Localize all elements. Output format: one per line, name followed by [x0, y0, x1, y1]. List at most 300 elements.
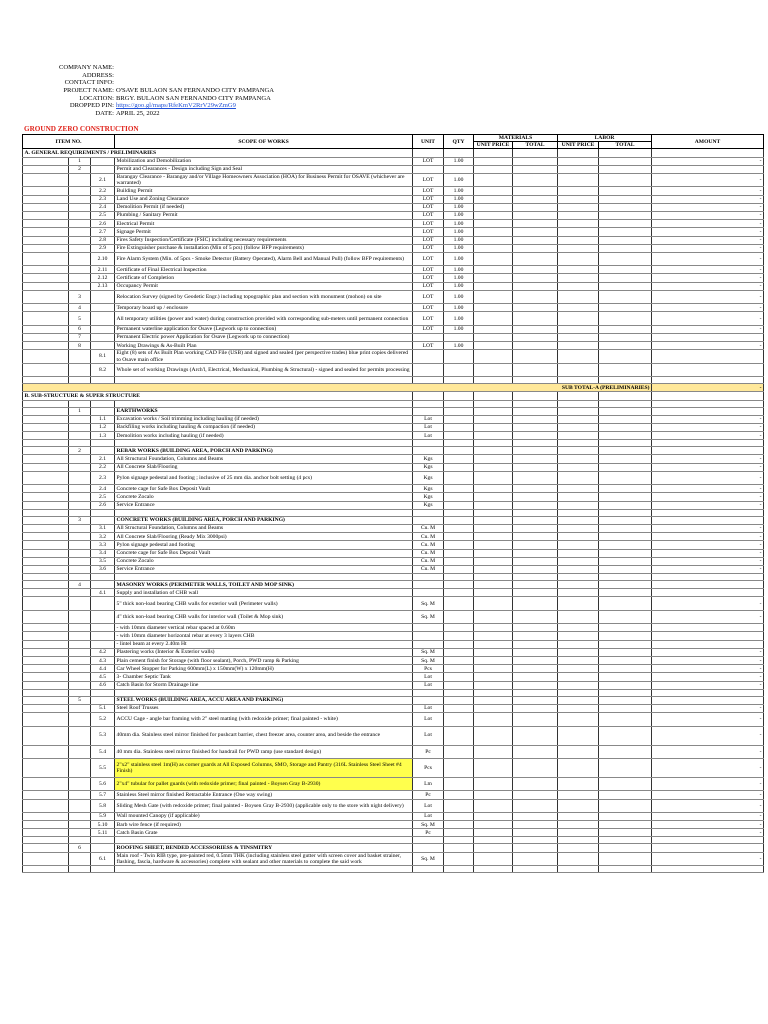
- mat-total: [513, 696, 558, 704]
- sub-item-number: 2.5: [91, 493, 115, 501]
- lab-unit-price: [558, 799, 599, 812]
- scope-of-work: Temporary board up / enclosure: [115, 304, 413, 312]
- lab-total: [599, 597, 652, 610]
- mat-unit-price: [474, 791, 513, 799]
- empty-cell: [652, 866, 764, 873]
- table-row: [23, 597, 764, 610]
- empty-cell: [599, 440, 652, 447]
- amount: [652, 165, 764, 173]
- qty: [444, 821, 474, 829]
- mat-unit-price: [474, 524, 513, 532]
- qty: [444, 632, 474, 640]
- scope-of-work: Eight (8) sets of As Built Plan working CAD File (USB) and signed and sealed (per perspective trades) blue print copies delivered to Osave main office: [115, 350, 413, 363]
- empty-cell: [558, 392, 599, 400]
- scope-of-work: - with 10mm diameter horizontal rebar at every 3 layers CHB: [115, 632, 413, 640]
- item-col-a: [23, 493, 69, 501]
- amount: [652, 581, 764, 589]
- amount: -: [652, 325, 764, 333]
- qty: [444, 610, 474, 623]
- table-row: [23, 745, 764, 758]
- empty-cell: [513, 149, 558, 157]
- empty-cell: [23, 400, 69, 407]
- table-row: [23, 304, 764, 312]
- qty: 1.00: [444, 211, 474, 219]
- empty-cell: [558, 689, 599, 696]
- sub-item-number: 2.6: [91, 220, 115, 228]
- empty-cell: [444, 392, 474, 400]
- item-number: [69, 423, 91, 431]
- lab-total: [599, 211, 652, 219]
- table-row: [23, 165, 764, 173]
- empty-cell: [474, 574, 513, 581]
- item-col-a: [23, 423, 69, 431]
- mat-total: [513, 812, 558, 820]
- mat-total: [513, 282, 558, 290]
- amount: -: [652, 290, 764, 303]
- item-col-a: [23, 549, 69, 557]
- mat-unit-price: [474, 252, 513, 265]
- company-title: GROUND ZERO CONSTRUCTION: [24, 125, 139, 133]
- unit: Lot: [413, 423, 444, 431]
- item-number: [69, 665, 91, 673]
- empty-cell: [444, 440, 474, 447]
- col-scope: SCOPE OF WORKS: [115, 135, 413, 149]
- lab-unit-price: [558, 581, 599, 589]
- sub-item-number: 2.12: [91, 274, 115, 282]
- mat-unit-price: [474, 471, 513, 484]
- sub-item-number: 5.1: [91, 704, 115, 712]
- mat-total: [513, 236, 558, 244]
- qty: [444, 501, 474, 509]
- lab-total: [599, 549, 652, 557]
- unit: Cu. M: [413, 557, 444, 565]
- item-number: 2: [69, 165, 91, 173]
- empty-cell: [558, 400, 599, 407]
- mat-total: [513, 432, 558, 440]
- mat-total: [513, 471, 558, 484]
- empty-cell: [558, 509, 599, 516]
- item-number: [69, 829, 91, 837]
- scope-of-work: Concrete cage for Safe Box Deposit Vault: [115, 485, 413, 493]
- item-number: [69, 726, 91, 745]
- amount: -: [652, 282, 764, 290]
- lab-unit-price: [558, 282, 599, 290]
- scope-of-work: 3- Chamber Septic Tank: [115, 673, 413, 681]
- lab-unit-price: [558, 157, 599, 165]
- mat-total: [513, 187, 558, 195]
- table-row: [23, 852, 764, 865]
- col-qty: QTY: [444, 135, 474, 149]
- amount: -: [652, 471, 764, 484]
- amount: -: [652, 549, 764, 557]
- sub-item-number: 3.4: [91, 549, 115, 557]
- empty-cell: [474, 509, 513, 516]
- scope-of-work: Service Entrance: [115, 565, 413, 573]
- table-row: [23, 777, 764, 790]
- item-number: [69, 463, 91, 471]
- item-number: 3: [69, 290, 91, 303]
- unit: Lot: [413, 713, 444, 726]
- mat-unit-price: [474, 211, 513, 219]
- mat-total: [513, 312, 558, 325]
- mat-unit-price: [474, 704, 513, 712]
- item-number: [69, 493, 91, 501]
- sub-item-number: 5.2: [91, 713, 115, 726]
- item-col-a: [23, 195, 69, 203]
- lab-total: [599, 657, 652, 665]
- lab-unit-price: [558, 415, 599, 423]
- lab-total: [599, 777, 652, 790]
- amount: -: [652, 157, 764, 165]
- table-row: [23, 758, 764, 777]
- mat-unit-price: [474, 657, 513, 665]
- item-col-a: [23, 524, 69, 532]
- amount: -: [652, 203, 764, 211]
- lab-total: [599, 342, 652, 350]
- item-col-a: [23, 640, 69, 648]
- table-row: [23, 447, 764, 455]
- empty-cell: [444, 837, 474, 844]
- qty: [444, 165, 474, 173]
- lab-total: [599, 812, 652, 820]
- sub-item-number: [91, 165, 115, 173]
- mat-total: [513, 203, 558, 211]
- table-row: [23, 282, 764, 290]
- qty: [444, 597, 474, 610]
- sub-item-number: 2.6: [91, 501, 115, 509]
- item-number: 5: [69, 312, 91, 325]
- item-col-a: [23, 211, 69, 219]
- lab-unit-price: [558, 852, 599, 865]
- item-number: [69, 713, 91, 726]
- lab-unit-price: [558, 304, 599, 312]
- mat-unit-price: [474, 829, 513, 837]
- qty: 1.00: [444, 312, 474, 325]
- empty-cell: [444, 689, 474, 696]
- scope-of-work: Pylon signage pedestal and footing: [115, 541, 413, 549]
- qty: [444, 640, 474, 648]
- item-col-a: [23, 187, 69, 195]
- lab-total: [599, 325, 652, 333]
- lab-total: [599, 829, 652, 837]
- lab-total: [599, 173, 652, 186]
- qty: 1.00: [444, 187, 474, 195]
- qty: 1.00: [444, 252, 474, 265]
- mat-unit-price: [474, 493, 513, 501]
- qty: [444, 581, 474, 589]
- unit: LOT: [413, 203, 444, 211]
- empty-cell: [69, 400, 91, 407]
- mat-unit-price: [474, 203, 513, 211]
- scope-of-work: Building Permit: [115, 187, 413, 195]
- amount: -: [652, 648, 764, 656]
- item-col-a: [23, 541, 69, 549]
- table-row: [23, 516, 764, 524]
- mat-unit-price: [474, 274, 513, 282]
- item-number: [69, 681, 91, 689]
- item-number: [69, 173, 91, 186]
- empty-cell: [444, 866, 474, 873]
- lab-total: [599, 681, 652, 689]
- empty-cell: [513, 392, 558, 400]
- empty-cell: [474, 149, 513, 157]
- date-label: DATE:: [95, 110, 114, 118]
- amount: -: [652, 704, 764, 712]
- mat-total: [513, 333, 558, 341]
- mat-total: [513, 624, 558, 632]
- item-col-a: [23, 799, 69, 812]
- unit: LOT: [413, 157, 444, 165]
- col-mat-unit-price: UNIT PRICE: [474, 142, 513, 149]
- sub-item-number: 2.4: [91, 203, 115, 211]
- scope-of-work: Pylon signage pedestal and footing ; inclusive of 25 mm dia. anchor bolt setting (4 pcs): [115, 471, 413, 484]
- lab-total: [599, 350, 652, 363]
- scope-of-work: 2"x4" tubular for pallet guards (with redoxide primer; final painted - Boysen Gray B-2930): [115, 777, 413, 790]
- lab-unit-price: [558, 333, 599, 341]
- item-col-a: [23, 791, 69, 799]
- qty: [444, 726, 474, 745]
- item-col-a: [23, 333, 69, 341]
- amount: -: [652, 252, 764, 265]
- mat-unit-price: [474, 812, 513, 820]
- table-row: [23, 485, 764, 493]
- table-row: [23, 423, 764, 431]
- qty: [444, 533, 474, 541]
- empty-cell: [91, 574, 115, 581]
- empty-cell: [599, 689, 652, 696]
- section-title: A. GENERAL REQUIREMENTS / PRELIMINARIES: [23, 149, 413, 157]
- qty: [444, 350, 474, 363]
- scope-of-work: All Concrete Slab/Flooring (Ready Mix 3000psi): [115, 533, 413, 541]
- mat-unit-price: [474, 244, 513, 252]
- empty-cell: [115, 837, 413, 844]
- qty: [444, 745, 474, 758]
- unit: Pcs: [413, 665, 444, 673]
- qty: [444, 665, 474, 673]
- item-number: [69, 363, 91, 376]
- scope-of-work: Barb wire fence (if required): [115, 821, 413, 829]
- empty-cell: [558, 866, 599, 873]
- unit: Lot: [413, 673, 444, 681]
- mat-total: [513, 342, 558, 350]
- mat-total: [513, 363, 558, 376]
- lab-total: [599, 565, 652, 573]
- item-col-a: [23, 565, 69, 573]
- mat-unit-price: [474, 187, 513, 195]
- unit: [413, 844, 444, 852]
- item-col-a: [23, 821, 69, 829]
- sub-item-number: [91, 312, 115, 325]
- empty-cell: [69, 837, 91, 844]
- item-col-a: [23, 777, 69, 790]
- mat-total: [513, 485, 558, 493]
- mat-unit-price: [474, 821, 513, 829]
- item-col-a: [23, 325, 69, 333]
- scope-of-work: Demolition works including hauling (if needed): [115, 432, 413, 440]
- qty: [444, 829, 474, 837]
- mat-total: [513, 220, 558, 228]
- item-number: [69, 799, 91, 812]
- pin-label: DROPPED PIN:: [69, 102, 114, 110]
- empty-cell: [474, 392, 513, 400]
- amount: -: [652, 501, 764, 509]
- lab-total: [599, 333, 652, 341]
- unit: LOT: [413, 282, 444, 290]
- lab-unit-price: [558, 524, 599, 532]
- amount: -: [652, 665, 764, 673]
- item-col-a: [23, 312, 69, 325]
- scope-of-work: Concrete cage for Safe Box Deposit Vault: [115, 549, 413, 557]
- lab-unit-price: [558, 485, 599, 493]
- lab-unit-price: [558, 673, 599, 681]
- table-row: [23, 610, 764, 623]
- mat-total: [513, 463, 558, 471]
- mat-total: [513, 516, 558, 524]
- mat-total: [513, 673, 558, 681]
- item-col-a: [23, 745, 69, 758]
- unit: Sq. M: [413, 648, 444, 656]
- sub-item-number: 5.5: [91, 758, 115, 777]
- mat-total: [513, 610, 558, 623]
- table-row: [23, 681, 764, 689]
- amount: -: [652, 557, 764, 565]
- item-col-a: [23, 829, 69, 837]
- empty-cell: [513, 377, 558, 384]
- mat-total: [513, 252, 558, 265]
- item-number: [69, 589, 91, 597]
- item-col-a: [23, 304, 69, 312]
- empty-cell: [23, 440, 69, 447]
- item-number: [69, 557, 91, 565]
- mat-total: [513, 657, 558, 665]
- scope-of-work: Backfiling works including hauling & compaction (if needed): [115, 423, 413, 431]
- qty: 1.00: [444, 195, 474, 203]
- sub-item-number: 2.8: [91, 236, 115, 244]
- item-col-a: [23, 673, 69, 681]
- empty-cell: [599, 377, 652, 384]
- scope-of-work: REBAR WORKS (BUILDING AREA, PORCH AND PARKING): [115, 447, 413, 455]
- mat-total: [513, 777, 558, 790]
- item-number: [69, 228, 91, 236]
- lab-total: [599, 165, 652, 173]
- mat-total: [513, 726, 558, 745]
- mat-total: [513, 640, 558, 648]
- table-row: [23, 632, 764, 640]
- section-header-row: [23, 149, 764, 157]
- qty: 1.00: [444, 157, 474, 165]
- scope-of-work: Steel Roof Trusses: [115, 704, 413, 712]
- item-col-a: [23, 516, 69, 524]
- mat-total: [513, 533, 558, 541]
- item-number: [69, 597, 91, 610]
- mat-total: [513, 758, 558, 777]
- scope-of-work: Main roof - Twin RIB type, pre-painted red, 0.5mm THK (including stainless steel gutter with screen cover and basket strainer, flashing, fascia, hardware & accessories) complete with sealant and other materials to complete the said work: [115, 852, 413, 865]
- empty-cell: [652, 392, 764, 400]
- dropped-pin-link[interactable]: https://goo.gl/maps/RfeKmV2RrV29wZmG9: [116, 102, 236, 110]
- sub-item-number: [91, 325, 115, 333]
- lab-unit-price: [558, 312, 599, 325]
- empty-cell: [474, 837, 513, 844]
- item-number: [69, 758, 91, 777]
- empty-cell: [413, 689, 444, 696]
- empty-cell: [115, 400, 413, 407]
- empty-cell: [652, 149, 764, 157]
- mat-unit-price: [474, 516, 513, 524]
- qty: [444, 516, 474, 524]
- qty: [444, 844, 474, 852]
- mat-total: [513, 501, 558, 509]
- table-row: [23, 665, 764, 673]
- scope-of-work: 2"x2" stainless steel 1m(H) as corner guards at All Exposed Columns, SMO, Storage and Pantry (316L Stainless Steel Sheet #4 Finish): [115, 758, 413, 777]
- table-row: [23, 195, 764, 203]
- unit: [413, 516, 444, 524]
- sub-item-number: 5.7: [91, 791, 115, 799]
- lab-unit-price: [558, 274, 599, 282]
- sub-item-number: [91, 407, 115, 415]
- scope-of-work: Car Wheel Stopper for Parking 600mm(L) x 150mm(W) x 120mm(H): [115, 665, 413, 673]
- unit: Lm: [413, 777, 444, 790]
- qty: 1.00: [444, 282, 474, 290]
- mat-unit-price: [474, 533, 513, 541]
- empty-cell: [115, 377, 413, 384]
- lab-unit-price: [558, 610, 599, 623]
- table-row: [23, 673, 764, 681]
- mat-unit-price: [474, 665, 513, 673]
- amount: -: [652, 681, 764, 689]
- item-number: [69, 187, 91, 195]
- empty-cell: [513, 400, 558, 407]
- sub-item-number: 3.2: [91, 533, 115, 541]
- scope-of-work: Concrete Zocalo: [115, 493, 413, 501]
- sub-item-number: [91, 516, 115, 524]
- unit: Kgs: [413, 471, 444, 484]
- sub-item-number: 5.9: [91, 812, 115, 820]
- table-row: [23, 342, 764, 350]
- scope-of-work: CONCRETE WORKS (BUILDING AREA, PORCH AND PARKING): [115, 516, 413, 524]
- lab-total: [599, 632, 652, 640]
- lab-total: [599, 304, 652, 312]
- qty: 1.00: [444, 220, 474, 228]
- unit: Lot: [413, 799, 444, 812]
- scope-of-work: Catch Basin Grate: [115, 829, 413, 837]
- item-number: 8: [69, 342, 91, 350]
- empty-cell: [513, 866, 558, 873]
- item-number: [69, 432, 91, 440]
- item-col-a: [23, 610, 69, 623]
- table-row: [23, 640, 764, 648]
- table-row: [23, 704, 764, 712]
- lab-total: [599, 266, 652, 274]
- item-col-a: [23, 533, 69, 541]
- scope-of-work: Stainless Steel mirror finished Retractable Entrance (One way swing): [115, 791, 413, 799]
- empty-cell: [474, 866, 513, 873]
- scope-of-work: Permanent Electric power Application for Osave (Legwork up to connection): [115, 333, 413, 341]
- sub-item-number: 5.4: [91, 745, 115, 758]
- unit: Sq. M: [413, 657, 444, 665]
- lab-unit-price: [558, 821, 599, 829]
- subtotal-amount: -: [652, 384, 764, 392]
- empty-cell: [91, 837, 115, 844]
- lab-unit-price: [558, 228, 599, 236]
- col-labor: LABOR: [558, 135, 652, 142]
- sub-item-number: [91, 581, 115, 589]
- qty: [444, 681, 474, 689]
- mat-total: [513, 455, 558, 463]
- lab-total: [599, 493, 652, 501]
- item-number: [69, 350, 91, 363]
- lab-total: [599, 274, 652, 282]
- item-col-a: [23, 713, 69, 726]
